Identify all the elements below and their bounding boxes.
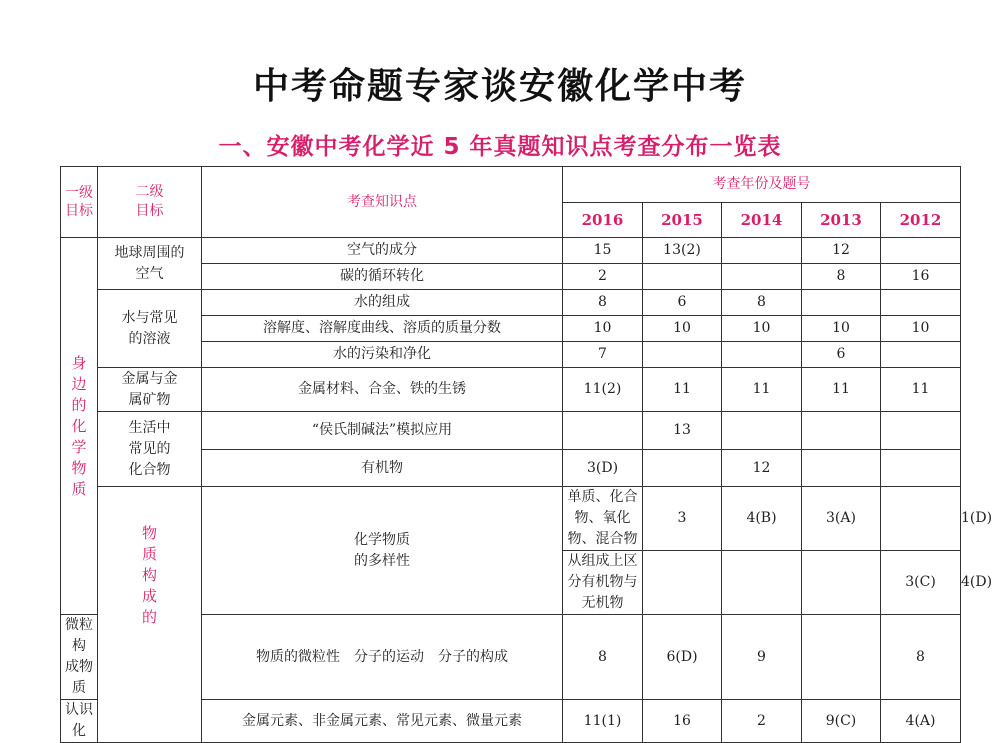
level1-char: 的 bbox=[141, 608, 157, 626]
header-level1-line: 目标 bbox=[65, 203, 93, 219]
year-cell: 11 bbox=[881, 368, 961, 412]
level2-line: 属矿物 bbox=[128, 391, 171, 408]
level1-target-cell bbox=[61, 238, 98, 615]
year-cell bbox=[722, 238, 802, 264]
year-cell bbox=[881, 487, 961, 551]
knowledge-cell: 有机物 bbox=[202, 450, 563, 487]
year-cell: 11(2) bbox=[563, 368, 643, 412]
level1-char: 身 bbox=[71, 353, 87, 372]
year-cell: 8 bbox=[563, 290, 643, 316]
knowledge-cell: 溶解度、溶解度曲线、溶质的质量分数 bbox=[202, 316, 563, 342]
year-cell: 10 bbox=[563, 316, 643, 342]
header-year: 2012 bbox=[881, 203, 961, 238]
level2-line: 成物质 bbox=[65, 659, 93, 696]
level2-target-cell bbox=[98, 290, 202, 368]
level1-char: 质 bbox=[71, 479, 87, 498]
year-cell: 11 bbox=[802, 368, 881, 412]
year-cell bbox=[802, 290, 881, 316]
year-cell: 10 bbox=[643, 316, 722, 342]
year-cell: 11(1) bbox=[563, 700, 643, 743]
knowledge-cell: 金属材料、合金、铁的生锈 bbox=[202, 368, 563, 412]
year-cell: 9(C) bbox=[802, 700, 881, 743]
level1-char: 物 bbox=[141, 524, 157, 542]
year-cell bbox=[722, 264, 802, 290]
knowledge-cell: “侯氏制碱法”模拟应用 bbox=[202, 412, 563, 450]
year-cell bbox=[881, 290, 961, 316]
year-cell: 2 bbox=[722, 700, 802, 743]
header-level1-line: 一级 bbox=[65, 185, 93, 201]
knowledge-cell: 金属元素、非金属元素、常见元素、微量元素 bbox=[202, 700, 563, 743]
year-cell: 9 bbox=[722, 615, 802, 700]
year-cell: 6 bbox=[643, 290, 722, 316]
knowledge-cell: 水的组成 bbox=[202, 290, 563, 316]
level2-line: 常见的 bbox=[128, 440, 171, 457]
level1-char: 的 bbox=[71, 395, 87, 414]
level2-target-cell bbox=[98, 412, 202, 487]
year-cell: 13(2) bbox=[643, 238, 722, 264]
level2-line: 化合物 bbox=[128, 461, 171, 478]
header-year: 2014 bbox=[722, 203, 802, 238]
year-cell: 16 bbox=[643, 700, 722, 743]
year-cell: 2 bbox=[563, 264, 643, 290]
year-cell: 8 bbox=[881, 615, 961, 700]
year-cell: 11 bbox=[643, 368, 722, 412]
year-cell: 6(D) bbox=[643, 615, 722, 700]
page-title: 中考命题专家谈安徽化学中考 bbox=[252, 66, 747, 107]
level2-line: 认识化 bbox=[65, 702, 93, 739]
level2-target-cell bbox=[98, 368, 202, 412]
header-year: 2013 bbox=[802, 203, 881, 238]
level2-line: 的溶液 bbox=[128, 330, 171, 347]
year-cell: 12 bbox=[802, 238, 881, 264]
year-cell: 11 bbox=[722, 368, 802, 412]
level2-target-cell bbox=[61, 700, 98, 743]
year-cell bbox=[881, 238, 961, 264]
year-cell: 10 bbox=[722, 316, 802, 342]
year-cell: 12 bbox=[722, 450, 802, 487]
level1-char: 成 bbox=[141, 587, 157, 605]
year-cell bbox=[802, 412, 881, 450]
knowledge-cell: 从组成上区分有机物与无机物 bbox=[563, 551, 643, 615]
level2-line: 地球周围的 bbox=[114, 244, 185, 261]
header-knowledge: 考查知识点 bbox=[202, 167, 563, 238]
level2-target-cell bbox=[61, 615, 98, 700]
header-level1 bbox=[61, 167, 98, 238]
level1-char: 质 bbox=[141, 545, 157, 563]
level2-line: 生活中 bbox=[128, 419, 171, 436]
header-year: 2015 bbox=[643, 203, 722, 238]
year-cell bbox=[643, 342, 722, 368]
level2-target-cell bbox=[202, 487, 563, 615]
year-cell bbox=[722, 551, 802, 615]
knowledge-distribution-table: 一级 目标 二级 目标 考查知识点 考查年份及题号 2016 2015 2014 2013 2012 身 边 的 化 学 物 质 地球周围的 空气 空气的成分 15 13(2) 12 碳的循环转化 2 8 16 水与常见 的溶液 水的组成 8 6 8 溶解度、溶解度曲线、溶质的质量分数 10 10 10 10 10 水的污染和净化 7 6 金属与金 属矿物 金属材料、合金、铁的生锈 11(2) 11 11 11 11 生活中 常见的 化合物 “侯氏制碱法”模拟应用 13 有机物 3(D) 12 物 质 构 成 的 化学物质 的多样性 单质、化合物、氧化物、混合物 3 4(B) 3(A) 1(D) 从组成上区分有机物与无机物 3(C) 4(D) 微粒构 成物质 物质的微粒性 分子的运动 分子的构成 8 6(D) 9 8 认识化 金属元素、非金属元素、常见元素、微量元素 11(1) 16 2 9(C) 4(A) bbox=[60, 166, 961, 743]
year-cell: 4(A) bbox=[881, 700, 961, 743]
year-cell bbox=[802, 450, 881, 487]
year-cell: 3(D) bbox=[563, 450, 643, 487]
year-cell bbox=[563, 412, 643, 450]
year-cell: 13 bbox=[643, 412, 722, 450]
level1-char: 化 bbox=[71, 416, 87, 435]
year-cell: 3(A) bbox=[802, 487, 881, 551]
year-cell bbox=[881, 342, 961, 368]
year-cell: 10 bbox=[881, 316, 961, 342]
year-cell: 8 bbox=[722, 290, 802, 316]
year-cell: 8 bbox=[563, 615, 643, 700]
header-year: 2016 bbox=[563, 203, 643, 238]
level2-line: 水与常见 bbox=[121, 309, 178, 326]
year-cell bbox=[802, 615, 881, 700]
level1-char: 边 bbox=[71, 374, 87, 393]
knowledge-cell: 单质、化合物、氧化物、混合物 bbox=[563, 487, 643, 551]
header-level2 bbox=[98, 167, 202, 238]
year-cell bbox=[802, 551, 881, 615]
header-level2-line: 目标 bbox=[135, 203, 164, 219]
year-cell bbox=[881, 450, 961, 487]
year-cell bbox=[722, 412, 802, 450]
level1-char: 学 bbox=[71, 437, 87, 456]
level2-target-cell bbox=[98, 238, 202, 290]
header-years-group: 考查年份及题号 bbox=[563, 167, 961, 203]
level1-char: 物 bbox=[71, 458, 87, 477]
year-cell: 3(C) bbox=[881, 551, 961, 615]
level1-char: 构 bbox=[141, 566, 157, 584]
year-cell bbox=[881, 412, 961, 450]
year-cell bbox=[643, 264, 722, 290]
level2-line: 金属与金 bbox=[121, 370, 178, 387]
year-cell bbox=[643, 551, 722, 615]
year-cell: 10 bbox=[802, 316, 881, 342]
year-cell: 16 bbox=[881, 264, 961, 290]
level2-line: 微粒构 bbox=[65, 617, 93, 654]
year-cell: 3 bbox=[643, 487, 722, 551]
year-cell bbox=[722, 342, 802, 368]
year-cell: 8 bbox=[802, 264, 881, 290]
year-cell bbox=[643, 450, 722, 487]
level2-line: 化学物质 bbox=[354, 531, 410, 548]
knowledge-cell: 水的污染和净化 bbox=[202, 342, 563, 368]
year-cell: 6 bbox=[802, 342, 881, 368]
year-cell: 15 bbox=[563, 238, 643, 264]
year-cell: 7 bbox=[563, 342, 643, 368]
year-cell: 4(B) bbox=[722, 487, 802, 551]
header-level2-line: 二级 bbox=[135, 184, 164, 200]
level1-target-cell bbox=[98, 487, 202, 743]
section-subtitle: 一、安徽中考化学近 5 年真题知识点考查分布一览表 bbox=[218, 134, 782, 160]
level2-line: 空气 bbox=[135, 265, 164, 282]
knowledge-cell: 碳的循环转化 bbox=[202, 264, 563, 290]
level2-line: 的多样性 bbox=[354, 552, 410, 569]
knowledge-cell: 空气的成分 bbox=[202, 238, 563, 264]
knowledge-cell: 物质的微粒性 分子的运动 分子的构成 bbox=[202, 615, 563, 700]
